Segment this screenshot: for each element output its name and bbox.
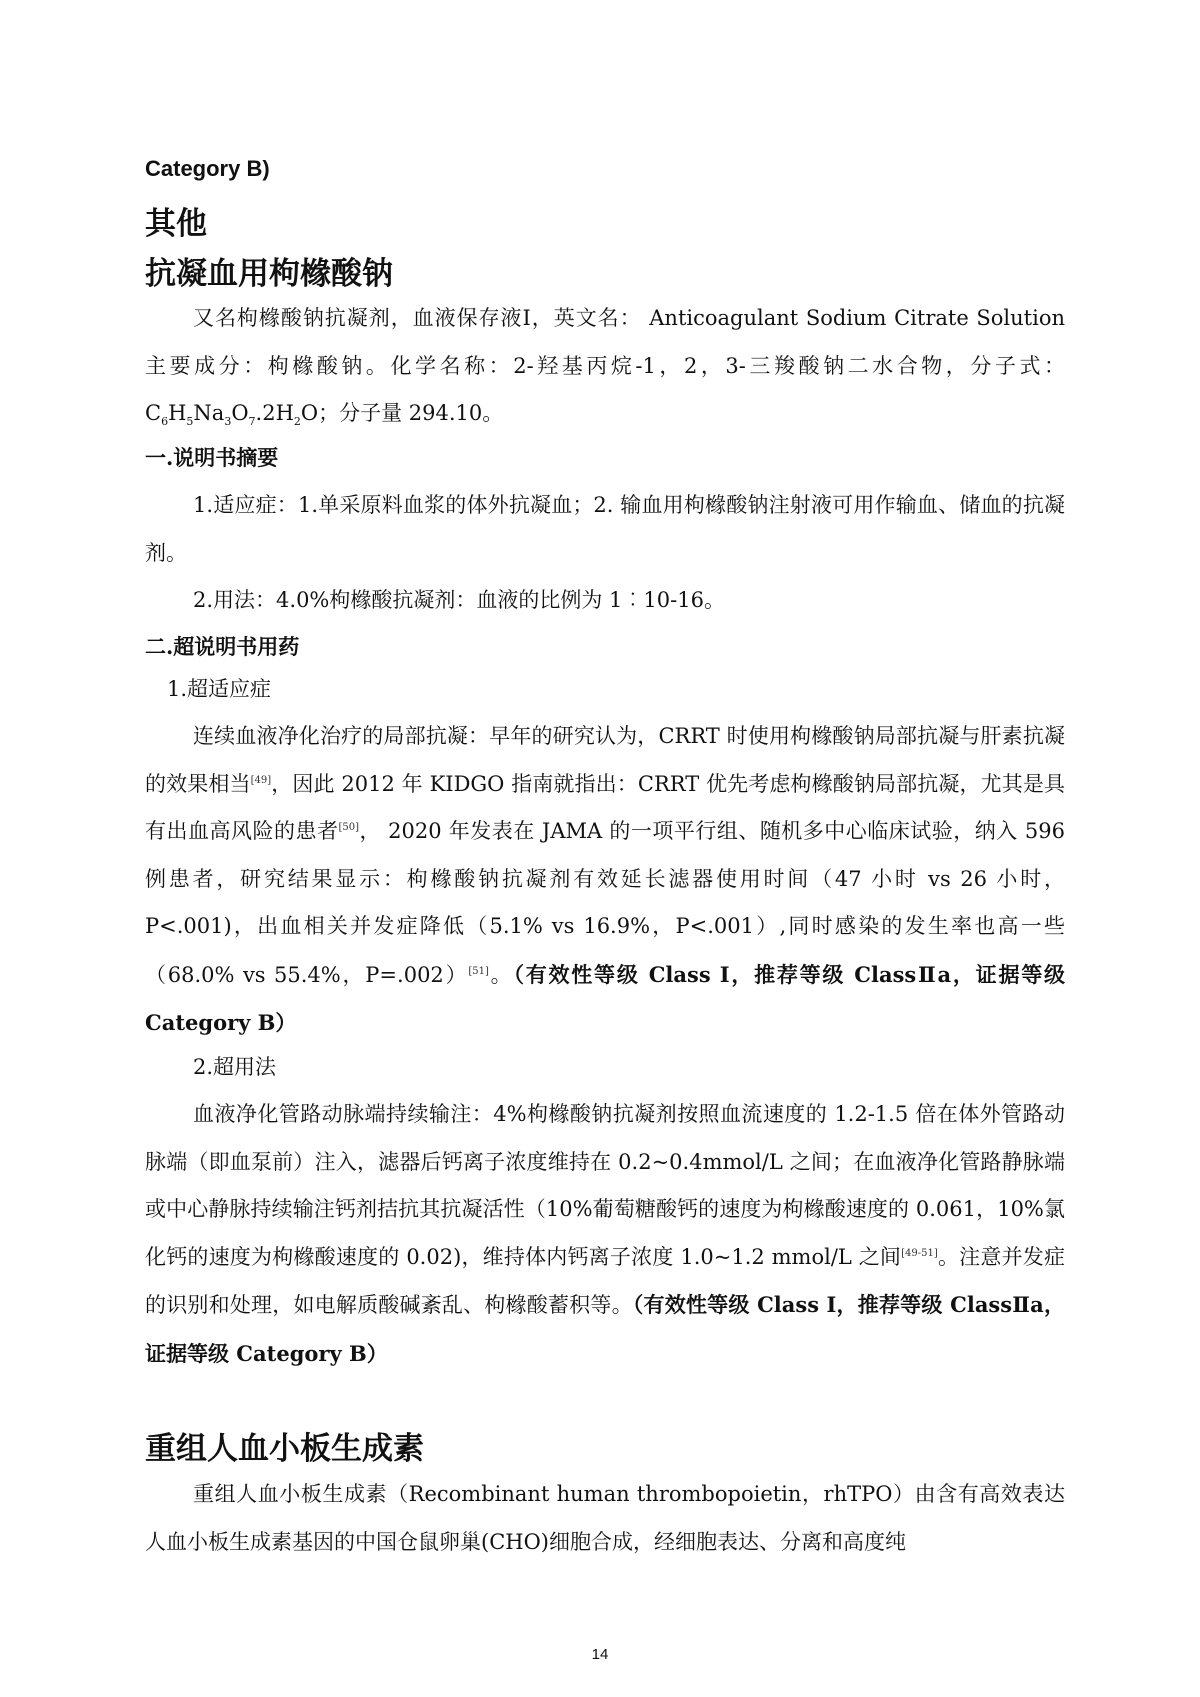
rhtpo-paragraph: 重组人血小板生成素（Recombinant human thrombopoietin，rhTPO）由含有高效表达人血小板生成素基因的中国仓鼠卵巢(CHO)细胞合成，经细胞表达、分离和高度纯 <box>145 1482 1065 1554</box>
evidence-rating: （有效性等级 Class I，推荐等级 ClassⅡa，证据等级 Category B） <box>145 961 1065 1035</box>
evidence-rating: （有效性等级 Class I，推荐等级 ClassⅡa，证据等级 Category B） <box>145 1292 1065 1366</box>
drug-title-citrate: 抗凝血用枸橼酸钠 <box>145 256 393 292</box>
indications-paragraph: 1.适应症：1.单采原料血浆的体外抗凝血；2. 输血用枸橼酸钠注射液可用作输血、储血的抗凝剂。 <box>145 493 1065 565</box>
citation: [50] <box>338 822 359 833</box>
usage-paragraph: 2.用法：4.0%枸橼酸抗凝剂：血液的比例为 1︰10-16。 <box>193 588 725 612</box>
crrt-paragraph: 连续血液净化治疗的局部抗凝：早年的研究认为，CRRT 时使用枸橼酸钠局部抗凝与肝素抗凝的效果相当[49]，因此 2012 年 KIDGO 指南就指出：CRRT 优先考虑枸橼酸钠局部抗凝，尤其是具有出血高风险的患者[50]， 2020 年发表在 JAMA 的一项平行组、随机多中心临床试验，纳入 596 例患者，研究结果显示：枸橼酸钠抗凝剂有效延长滤器使用时间（47 小时 vs 26 小时，P<.001)，出血相关并发症降低（5.1% vs 16.9%，P<.001）,同时感染的发生率也高一些（68.0% vs 55.4%，P=.002）[51]。（有效性等级 Class I，推荐等级 ClassⅡa，证据等级 Category B） <box>145 724 1066 1035</box>
intro-paragraph: 又名枸橼酸钠抗凝剂，血液保存液Ⅰ，英文名： Anticoagulant Sodium Citrate Solution 主要成分：枸橼酸钠。化学名称：2-羟基丙烷-1，2，3-三羧酸钠二水合物，分子式：$C_6H_5Na_3O_7.2H_2O$；分子量 294.10。 <box>145 306 1065 429</box>
citation: [49-51] <box>901 1247 938 1259</box>
infusion-paragraph: 血液净化管路动脉端持续输注：4%枸橼酸钠抗凝剂按照血流速度的 1.2-1.5 倍在体外管路动脉端（即血泵前）注入，滤器后钙离子浓度维持在 0.2~0.4mmol/L 之间；在血液净化管路静脉端或中心静脉持续输注钙剂拮抗其抗凝活性（10%葡萄糖酸钙的速度为枸橼酸速度的 0.061，10%氯化钙的速度为枸橼酸速度的 0.02)，维持体内钙离子浓度 1.0~1.2 mmol/L 之间[49-51]。注意并发症的识别和处理，如电解质酸碱紊乱、枸橼酸蓄积等。（有效性等级 Class I，推荐等级 ClassⅡa，证据等级 Category B） <box>145 1102 1065 1366</box>
heading-other: 其他 <box>145 206 207 242</box>
page-number: 14 <box>591 1646 609 1663</box>
citation: [49] <box>250 774 272 786</box>
section-heading-offlabel: 二.超说明书用药 <box>145 634 300 659</box>
subheading-off-usage: 2.超用法 <box>193 1055 277 1079</box>
section-heading-summary: 一.说明书摘要 <box>145 445 279 470</box>
citation: [51] <box>468 965 489 977</box>
category-fragment: Category B) <box>145 156 270 181</box>
drug-title-rhtpo: 重组人血小板生成素 <box>145 1431 424 1467</box>
subheading-off-indication: 1.超适应症 <box>167 677 272 701</box>
